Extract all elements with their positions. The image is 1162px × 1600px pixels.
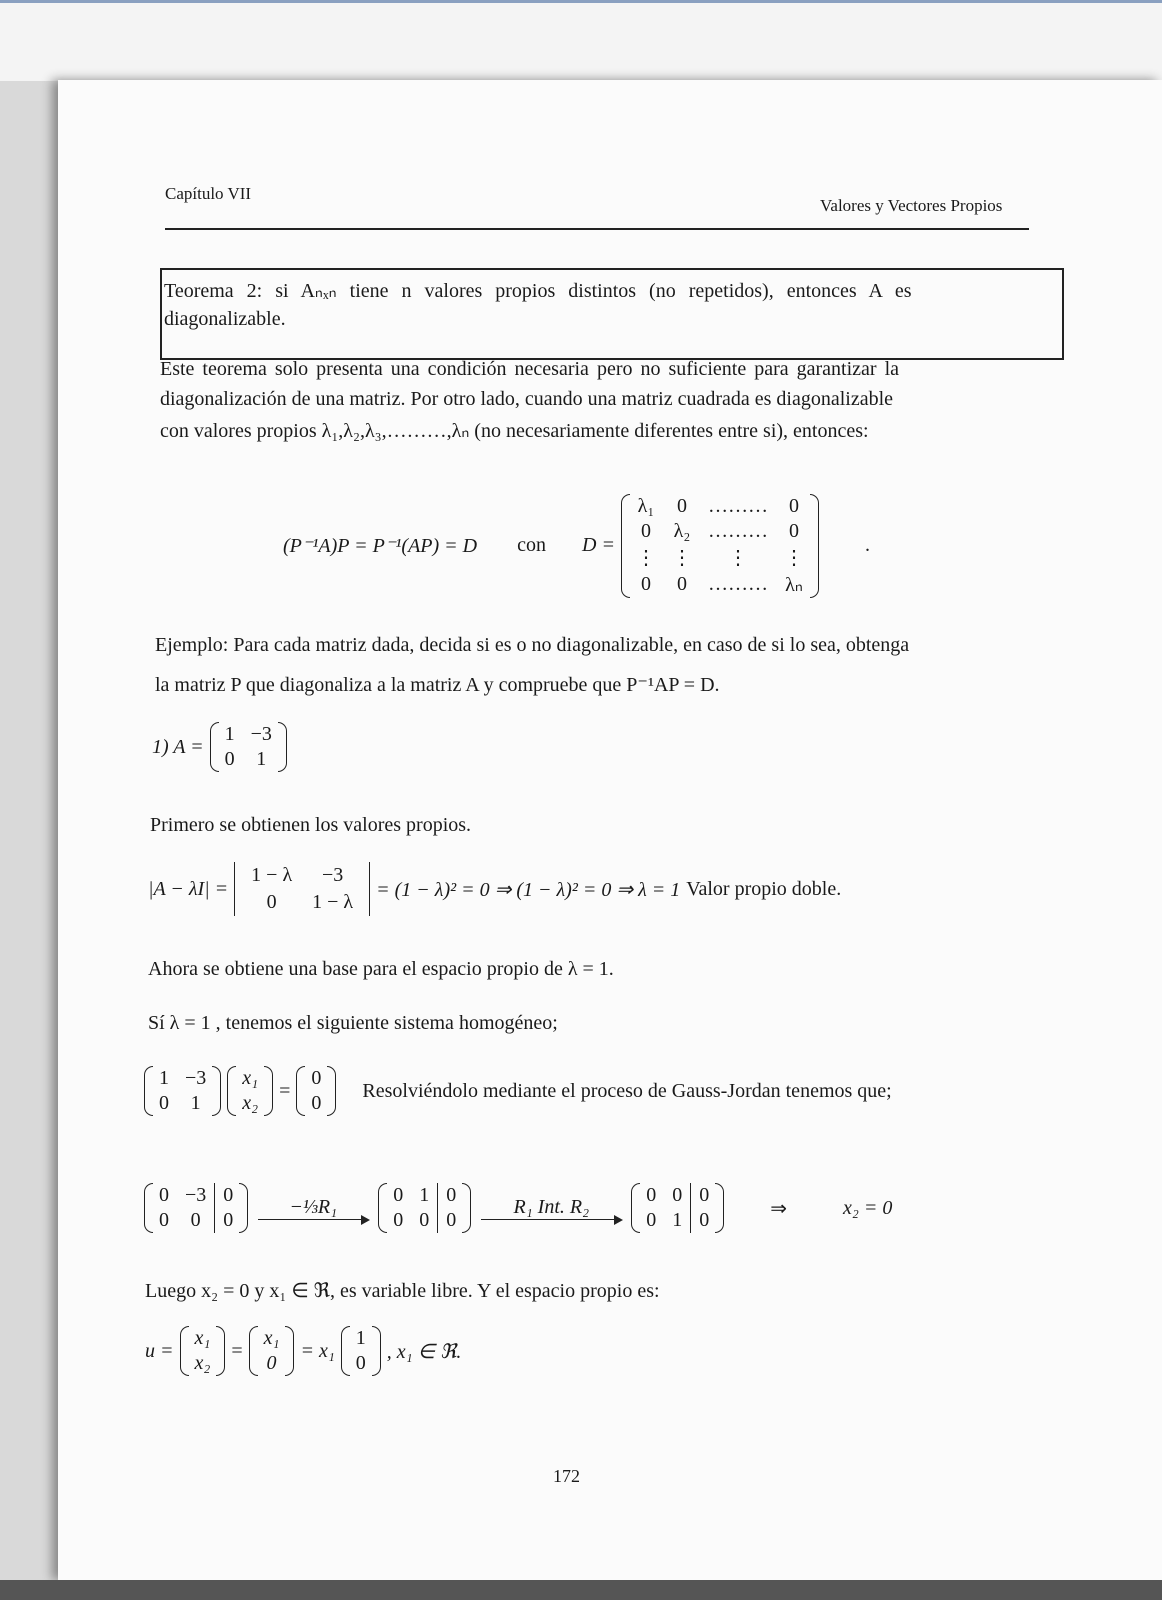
matrix-table <box>638 1183 717 1233</box>
matrix-cell: 0 <box>215 1183 242 1208</box>
matrix-row <box>217 722 280 747</box>
matrix-row <box>628 544 812 571</box>
matrix-row <box>151 1183 241 1208</box>
matrix-cell: 1 <box>190 1092 201 1114</box>
matrix-row <box>256 1351 288 1376</box>
reduction-result: x₂ = 0 <box>843 1196 893 1219</box>
matrix-cell: 0 <box>640 519 651 542</box>
step-3-text: Sí λ = 1 , tenemos el siguiente sistema homogéneo; <box>148 1012 558 1034</box>
diagonal-matrix <box>621 494 819 598</box>
equals-sign: = <box>279 1079 291 1102</box>
row-op-arrow-1 <box>258 1196 368 1221</box>
matrix-cell: 0 <box>215 1208 242 1233</box>
step-1-text: Primero se obtienen los valores propios. <box>150 814 472 836</box>
matrix-cell: 0 <box>224 748 235 770</box>
matrix-table <box>385 1183 464 1233</box>
theorem-line-2: diagonalizable. <box>164 308 286 330</box>
u-label: u = <box>145 1339 174 1362</box>
matrix-cell: 0 <box>438 1208 465 1233</box>
matrix-cell: −3 <box>185 1067 207 1089</box>
matrix-cell: x₁ <box>263 1327 280 1349</box>
zero-vector <box>296 1066 336 1116</box>
chapter-header: Capítulo VII <box>165 184 252 203</box>
determinant <box>234 862 370 916</box>
matrix-row <box>151 1091 214 1116</box>
paragraph-line: con valores propios λ₁,λ₂,λ₃,………,λₙ (no necesariamente diferentes entre si), entonces: <box>160 420 869 442</box>
matrix-cell: ⋮ <box>671 546 692 569</box>
paragraph-line: diagonalización de una matriz. Por otro lado, cuando una matriz cuadrada es diagonalizable <box>160 388 894 410</box>
matrix-row <box>628 571 812 598</box>
augmented-matrix-2 <box>378 1183 471 1233</box>
matrix-a <box>210 722 287 772</box>
row-op-arrow-2 <box>481 1196 621 1221</box>
matrix-cell: 0 <box>190 1209 201 1231</box>
paragraph-line: Este teorema solo presenta una condición necesaria pero no suficiente para garantizar la <box>160 358 900 380</box>
matrix-cell: x₂ <box>194 1352 211 1374</box>
matrix-table <box>348 1326 374 1376</box>
matrix-cell: ……… <box>707 494 768 517</box>
char-eq-note: Valor propio doble. <box>686 877 842 900</box>
equation-lhs: (P⁻¹A)P = P⁻¹(AP) = D <box>283 535 478 557</box>
matrix-row <box>303 1091 329 1116</box>
matrix-cell: −3 <box>185 1184 207 1206</box>
matrix-table <box>151 1183 241 1233</box>
row-op-1: −⅓R₁ <box>289 1195 338 1218</box>
matrix-row <box>241 889 363 916</box>
matrix-cell: 0 <box>438 1183 465 1208</box>
matrix-table <box>628 494 812 598</box>
matrix-cell: 0 <box>355 1352 366 1374</box>
matrix-row <box>151 1208 241 1233</box>
matrix-row <box>628 494 812 519</box>
matrix-table <box>151 1066 214 1116</box>
matrix-cell: 0 <box>676 572 687 595</box>
theorem-line-1: Teorema 2: si Aₙₓₙ tiene n valores propios distintos (no repetidos), entonces A es <box>164 280 912 302</box>
matrix-cell: ⋮ <box>727 546 748 569</box>
matrix-cell: 1 − λ <box>312 891 354 913</box>
implies-sign: ⇒ <box>770 1197 788 1220</box>
matrix-cell: 1 − λ <box>251 864 293 886</box>
matrix-cell: x₁ <box>242 1067 259 1089</box>
header-rule <box>165 228 1029 230</box>
matrix-row <box>241 862 363 889</box>
matrix-cell: ⋮ <box>783 546 804 569</box>
unknown-vector <box>227 1066 273 1116</box>
matrix-cell: 0 <box>393 1184 404 1206</box>
step-2-text: Ahora se obtiene una base para el espacio propio de λ = 1. <box>148 958 614 980</box>
matrix-cell: x₁ <box>194 1327 211 1349</box>
matrix-cell: 0 <box>266 1352 277 1374</box>
matrix-cell: 0 <box>159 1184 169 1206</box>
conclusion-text: Luego x₂ = 0 y x₁ ∈ ℜ, es variable libre. Y el espacio propio es: <box>145 1280 660 1302</box>
matrix-cell: λₙ <box>785 573 803 596</box>
section-header: Valores y Vectores Propios <box>820 196 1003 215</box>
matrix-row <box>638 1183 717 1208</box>
matrix-cell: 0 <box>266 891 277 913</box>
matrix-cell: 0 <box>311 1067 322 1089</box>
matrix-cell: ……… <box>707 519 768 542</box>
scan-top-margin <box>0 0 1162 81</box>
matrix-cell: 0 <box>640 572 651 595</box>
characteristic-equation <box>148 862 841 916</box>
matrix-cell: 0 <box>159 1092 169 1114</box>
matrix-row <box>638 1208 717 1233</box>
matrix-row <box>628 519 812 544</box>
matrix-cell: 0 <box>311 1092 322 1114</box>
diagonalization-equation <box>283 478 870 613</box>
row-reduction <box>144 1168 892 1248</box>
example-line: la matriz P que diagonaliza a la matriz A y compruebe que P⁻¹AP = D. <box>155 674 720 696</box>
coefficient-matrix <box>144 1066 221 1116</box>
matrix-cell: ……… <box>707 572 768 595</box>
matrix-cell: 1 <box>256 748 267 770</box>
matrix-row <box>217 747 280 772</box>
vector-x1-0 <box>249 1326 295 1376</box>
eigenspace-domain: , x₁ ∈ ℜ. <box>386 1340 462 1363</box>
equals-sign: = <box>231 1339 243 1362</box>
vector-x <box>180 1326 226 1376</box>
scalar-x1: = x₁ <box>300 1339 335 1362</box>
equation-con: con <box>517 534 547 556</box>
example-line: Ejemplo: Para cada matriz dada, decida si es o no diagonalizable, en caso de si lo sea, obtenga <box>155 634 910 656</box>
matrix-cell: λ₁ <box>637 494 655 517</box>
matrix-cell: 0 <box>672 1184 683 1206</box>
d-label: D = <box>582 534 615 556</box>
matrix-row <box>348 1351 374 1376</box>
matrix-table <box>234 1066 266 1116</box>
matrix-row <box>348 1326 374 1351</box>
matrix-row <box>151 1066 214 1091</box>
matrix-cell: 0 <box>788 494 799 517</box>
matrix-row <box>385 1208 464 1233</box>
matrix-table <box>256 1326 288 1376</box>
char-eq-rest: = (1 − λ)² = 0 ⇒ (1 − λ)² = 0 ⇒ λ = 1 <box>376 878 681 901</box>
matrix-cell: x₂ <box>242 1092 259 1114</box>
matrix-cell: 1 <box>355 1327 366 1349</box>
augmented-matrix-3 <box>631 1183 724 1233</box>
matrix-cell: 1 <box>159 1067 169 1089</box>
char-eq-lhs: |A − λI| = <box>148 877 229 900</box>
page-number: 172 <box>553 1466 580 1486</box>
matrix-cell: 0 <box>159 1209 169 1231</box>
homogeneous-system <box>144 1066 892 1116</box>
row-op-2: R₁ Int. R₂ <box>513 1195 590 1218</box>
matrix-cell: 1 <box>419 1184 430 1206</box>
matrix-cell: 0 <box>676 494 687 517</box>
matrix-cell: ⋮ <box>635 546 656 569</box>
matrix-table <box>303 1066 329 1116</box>
matrix-cell: 0 <box>646 1184 657 1206</box>
system-text: Resolviéndolo mediante el proceso de Gauss-Jordan tenemos que; <box>362 1079 892 1102</box>
matrix-row <box>187 1351 219 1376</box>
matrix-table <box>217 722 280 772</box>
matrix-cell: 1 <box>672 1209 683 1231</box>
matrix-cell: −3 <box>250 723 272 745</box>
matrix-row <box>187 1326 219 1351</box>
matrix-cell: λ₂ <box>673 519 691 542</box>
matrix-cell: 0 <box>393 1209 404 1231</box>
scan-bottom-edge <box>0 1580 1162 1600</box>
matrix-table <box>187 1326 219 1376</box>
matrix-cell: 0 <box>788 519 799 542</box>
matrix-cell: 0 <box>646 1209 657 1231</box>
matrix-cell: 0 <box>691 1208 718 1233</box>
theorem-box <box>160 268 1064 360</box>
equation-end: . <box>864 534 870 556</box>
matrix-cell: 0 <box>691 1183 718 1208</box>
matrix-row <box>385 1183 464 1208</box>
matrix-row <box>256 1326 288 1351</box>
augmented-matrix-1 <box>144 1183 248 1233</box>
matrix-row <box>234 1091 266 1116</box>
matrix-row <box>303 1066 329 1091</box>
matrix-row <box>234 1066 266 1091</box>
item-1 <box>152 722 287 772</box>
eigenspace-equation <box>145 1326 461 1376</box>
matrix-cell: 1 <box>224 723 235 745</box>
matrix-table <box>241 862 363 916</box>
item-1-label: 1) A = <box>152 735 204 758</box>
matrix-cell: −3 <box>322 864 344 886</box>
eigenvector <box>341 1326 381 1376</box>
matrix-cell: 0 <box>419 1209 430 1231</box>
